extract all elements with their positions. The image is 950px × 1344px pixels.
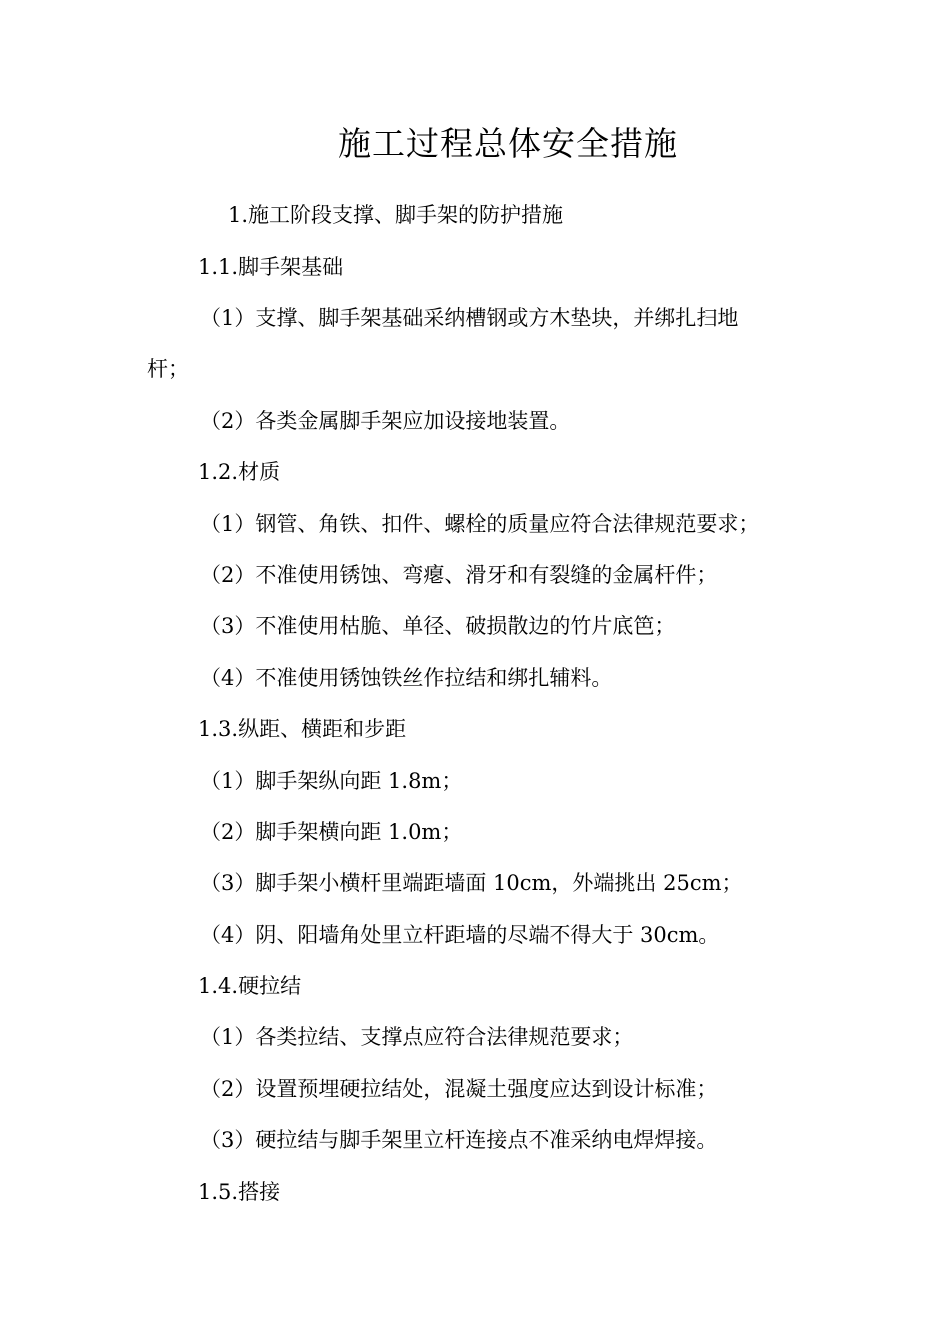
list-item: （4）不准使用锈蚀铁丝作拉结和绑扎辅料。 — [200, 666, 613, 690]
subsection-heading-1-5: 1.5.搭接 — [198, 1180, 281, 1204]
list-item: （2）脚手架横向距 1.0m； — [200, 820, 463, 844]
list-item: （1）钢管、角铁、扣件、螺栓的质量应符合法律规范要求； — [200, 512, 760, 536]
subsection-heading-1-2: 1.2.材质 — [198, 460, 281, 484]
list-item: （3）硬拉结与脚手架里立杆连接点不准采纳电焊焊接。 — [200, 1128, 718, 1152]
list-item: （2）设置预埋硬拉结处，混凝土强度应达到设计标准； — [200, 1077, 718, 1101]
section-heading-1: 1.施工阶段支撑、脚手架的防护措施 — [228, 203, 564, 227]
document-title: 施工过程总体安全措施 — [338, 124, 678, 163]
subsection-heading-1-3: 1.3.纵距、横距和步距 — [198, 717, 407, 741]
list-item: （2）各类金属脚手架应加设接地装置。 — [200, 409, 571, 433]
list-item: （3）脚手架小横杆里端距墙面 10cm，外端挑出 25cm； — [200, 871, 743, 895]
subsection-heading-1-4: 1.4.硬拉结 — [198, 974, 302, 998]
list-item-continuation: 杆； — [147, 357, 189, 381]
list-item: （4）阴、阳墙角处里立杆距墙的尽端不得大于 30cm。 — [200, 923, 720, 947]
list-item: （1）支撑、脚手架基础采纳槽钢或方木垫块，并绑扎扫地 — [200, 306, 739, 330]
list-item: （1）各类拉结、支撑点应符合法律规范要求； — [200, 1025, 634, 1049]
list-item: （1）脚手架纵向距 1.8m； — [200, 769, 463, 793]
list-item: （3）不准使用枯脆、单径、破损散边的竹片底笆； — [200, 614, 676, 638]
list-item: （2）不准使用锈蚀、弯瘪、滑牙和有裂缝的金属杆件； — [200, 563, 718, 587]
subsection-heading-1-1: 1.1.脚手架基础 — [198, 255, 344, 279]
